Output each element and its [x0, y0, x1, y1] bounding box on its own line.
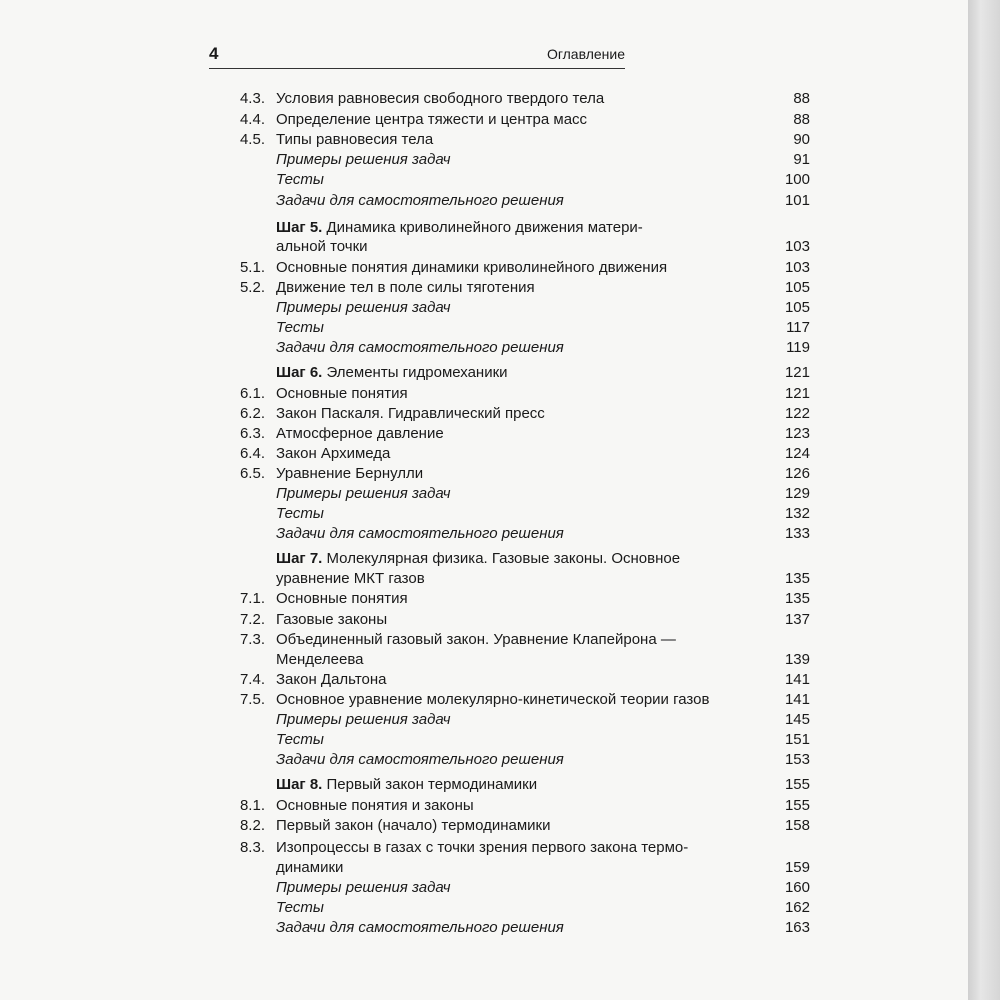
section-title: Типы равновесия тела — [276, 131, 434, 148]
section-number: 6.5. — [239, 465, 265, 482]
page-ref: 105 — [784, 279, 810, 296]
section-title: Закон Паскаля. Гидравлический пресс — [276, 405, 545, 422]
tests-title: Тесты — [276, 899, 324, 916]
section-title: Газовые законы — [276, 611, 388, 628]
chapter-title-line-2: альной точки — [276, 238, 368, 255]
page-ref: 159 — [784, 859, 810, 876]
tests-title: Тесты — [276, 731, 324, 748]
section-number: 5.2. — [239, 279, 265, 296]
section-number: 8.1. — [239, 797, 265, 814]
tests-title: Тесты — [276, 171, 324, 188]
section-number: 7.2. — [239, 611, 265, 628]
page-ref: 145 — [784, 711, 810, 728]
page-ref: 121 — [784, 364, 810, 381]
section-number: 6.2. — [239, 405, 265, 422]
page-ref: 126 — [784, 465, 810, 482]
tests-title: Тесты — [276, 319, 324, 336]
section-number: 8.3. — [239, 839, 265, 856]
section-number: 4.3. — [239, 90, 265, 107]
page-ref: 117 — [786, 319, 810, 336]
section-title: Атмосферное давление — [276, 425, 444, 442]
exercises-title: Задачи для самостоятельного решения — [276, 919, 564, 936]
section-title: Основные понятия — [276, 385, 408, 402]
section-number: 4.5. — [239, 131, 265, 148]
chapter-title: Первый закон термодинамики — [326, 776, 538, 793]
page-ref: 158 — [784, 817, 810, 834]
book-page-edge — [968, 0, 1000, 1000]
section-title: Определение центра тяжести и центра масс — [276, 111, 588, 128]
section-number: 7.4. — [239, 671, 265, 688]
page-ref: 101 — [784, 192, 810, 209]
page-ref: 88 — [793, 90, 810, 107]
page-ref: 123 — [784, 425, 810, 442]
page-ref: 132 — [784, 505, 810, 522]
section-number: 4.4. — [239, 111, 265, 128]
examples-title: Примеры решения задач — [276, 299, 451, 316]
section-title: Основные понятия — [276, 590, 408, 607]
section-number: 7.5. — [239, 691, 265, 708]
page-ref: 160 — [784, 879, 810, 896]
chapter-label: Шаг 6. — [276, 364, 323, 381]
exercises-title: Задачи для самостоятельного решения — [276, 751, 564, 768]
page-ref: 135 — [784, 570, 810, 587]
page-ref: 133 — [784, 525, 810, 542]
chapter-label: Шаг 5. — [276, 219, 323, 236]
page-ref: 121 — [784, 385, 810, 402]
running-title: Оглавление — [546, 46, 625, 62]
page-ref: 91 — [793, 151, 810, 168]
section-title: Движение тел в поле силы тяготения — [276, 279, 535, 296]
page-ref: 137 — [784, 611, 810, 628]
page-ref: 90 — [793, 131, 810, 148]
page-ref: 135 — [784, 590, 810, 607]
page-ref: 141 — [784, 671, 810, 688]
chapter-title-line-2: уравнение МКТ газов — [276, 570, 425, 587]
section-title: Условия равновесия свободного твердого тела — [276, 90, 605, 107]
tests-title: Тесты — [276, 505, 324, 522]
page-ref: 119 — [786, 339, 810, 356]
chapter-title-line-1: Динамика криволинейного движения матери- — [326, 219, 643, 236]
page-ref: 103 — [784, 238, 810, 255]
section-title: Уравнение Бернулли — [276, 465, 424, 482]
exercises-title: Задачи для самостоятельного решения — [276, 192, 564, 209]
page-ref: 129 — [784, 485, 810, 502]
section-title: Основные понятия динамики криволинейного движения — [276, 259, 668, 276]
page-ref: 103 — [784, 259, 810, 276]
page-ref: 105 — [784, 299, 810, 316]
chapter-label: Шаг 7. — [276, 550, 323, 567]
examples-title: Примеры решения задач — [276, 879, 451, 896]
section-number: 7.1. — [239, 590, 265, 607]
section-title: Основное уравнение молекулярно-кинетической теории газов — [276, 691, 710, 708]
page-ref: 88 — [793, 111, 810, 128]
page-ref: 141 — [784, 691, 810, 708]
section-title: Закон Дальтона — [276, 671, 387, 688]
section-title: Первый закон (начало) термодинамики — [276, 817, 551, 834]
section-title: Закон Архимеда — [276, 445, 391, 462]
page-ref: 139 — [784, 651, 810, 668]
section-title: Основные понятия и законы — [276, 797, 474, 814]
page-ref: 124 — [784, 445, 810, 462]
section-number: 6.3. — [239, 425, 265, 442]
section-number: 6.4. — [239, 445, 265, 462]
page-ref: 153 — [784, 751, 810, 768]
section-number: 6.1. — [239, 385, 265, 402]
page-number: 4 — [209, 44, 219, 63]
page-ref: 151 — [784, 731, 810, 748]
section-title-line-2: динамики — [276, 859, 344, 876]
chapter-title-line-1: Молекулярная физика. Газовые законы. Основное — [326, 550, 681, 567]
page-ref: 100 — [784, 171, 810, 188]
section-title-line-1: Изопроцессы в газах с точки зрения первого закона термо- — [276, 839, 689, 856]
page-ref: 122 — [784, 405, 810, 422]
section-title-line-1: Объединенный газовый закон. Уравнение Клапейрона — — [276, 631, 676, 648]
page-ref: 162 — [784, 899, 810, 916]
chapter-title: Элементы гидромеханики — [326, 364, 508, 381]
page-ref: 155 — [784, 797, 810, 814]
examples-title: Примеры решения задач — [276, 485, 451, 502]
page-ref: 163 — [784, 919, 810, 936]
chapter-label: Шаг 8. — [276, 776, 323, 793]
examples-title: Примеры решения задач — [276, 151, 451, 168]
section-number: 7.3. — [239, 631, 265, 648]
section-title-line-2: Менделеева — [276, 651, 364, 668]
exercises-title: Задачи для самостоятельного решения — [276, 525, 564, 542]
examples-title: Примеры решения задач — [276, 711, 451, 728]
section-number: 5.1. — [239, 259, 265, 276]
section-number: 8.2. — [239, 817, 265, 834]
page-ref: 155 — [784, 776, 810, 793]
exercises-title: Задачи для самостоятельного решения — [276, 339, 564, 356]
